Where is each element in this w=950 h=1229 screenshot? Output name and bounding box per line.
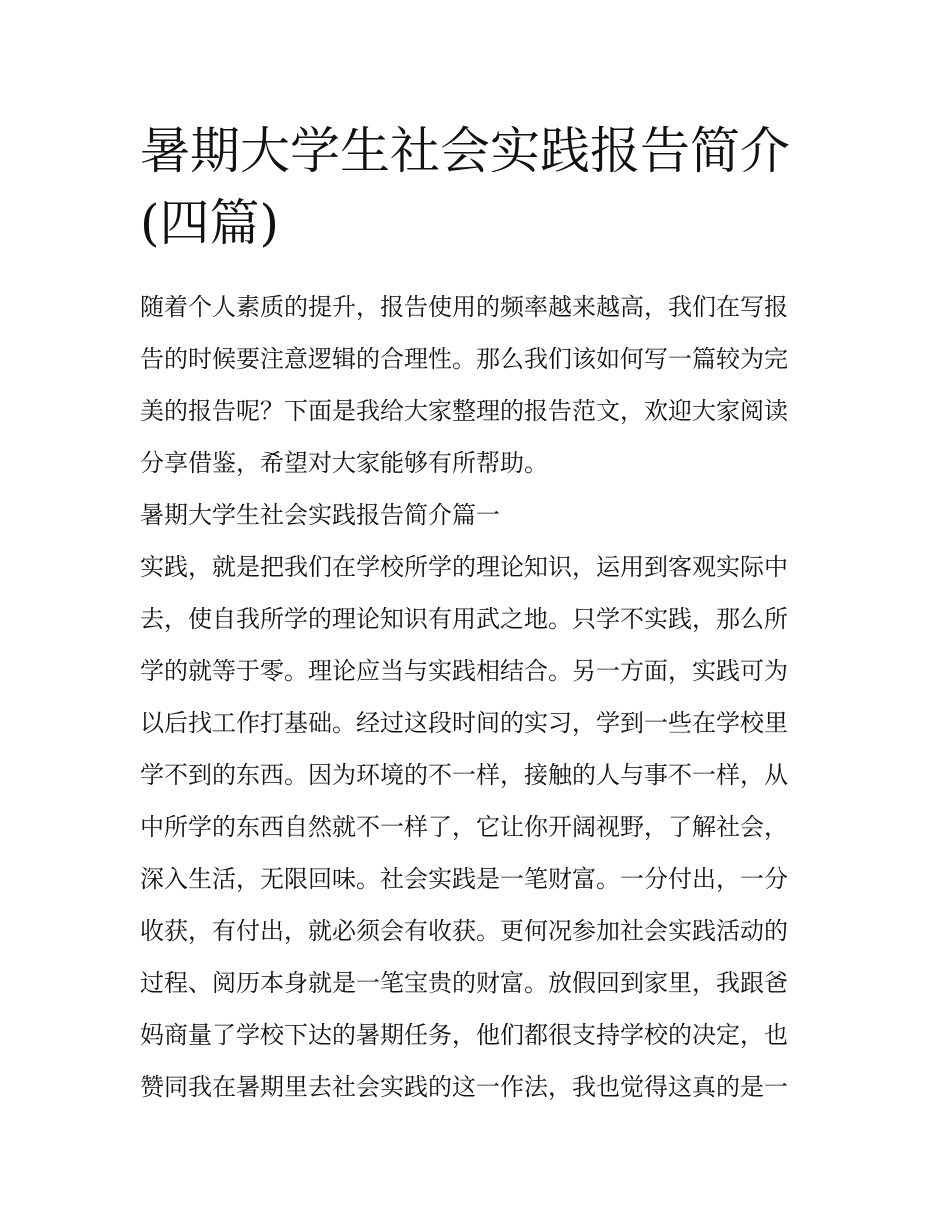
intro-paragraph <box>140 281 812 489</box>
body-line: 去，使自我所学的理论知识有用武之地。只学不实践，那么所 <box>140 605 788 633</box>
document-title <box>140 115 812 259</box>
section-heading: 暑期大学生社会实践报告简介篇一 <box>140 501 500 529</box>
body-line: 学不到的东西。因为环境的不一样，接触的人与事不一样，从 <box>140 761 788 789</box>
intro-line: 分享借鉴，希望对大家能够有所帮助。 <box>140 449 548 477</box>
document-page <box>140 115 812 1113</box>
intro-line: 美的报告呢？下面是我给大家整理的报告范文，欢迎大家阅读 <box>140 397 788 425</box>
body-line: 收获，有付出，就必须会有收获。更何况参加社会实践活动的 <box>140 917 788 945</box>
body-line: 赞同我在暑期里去社会实践的这一作法，我也觉得这真的是一 <box>140 1073 788 1101</box>
title-line: 暑期大学生社会实践报告简介 <box>140 122 790 180</box>
body-line: 以后找工作打基础。经过这段时间的实习，学到一些在学校里 <box>140 709 788 737</box>
body-line: 学的就等于零。理论应当与实践相结合。另一方面，实践可为 <box>140 657 788 685</box>
intro-line: 随着个人素质的提升，报告使用的频率越来越高，我们在写报 <box>140 293 788 321</box>
body-line: 妈商量了学校下达的暑期任务，他们都很支持学校的决定，也 <box>140 1021 788 1049</box>
body-line: 中所学的东西自然就不一样了，它让你开阔视野，了解社会， <box>140 813 788 841</box>
body-paragraph <box>140 541 812 1113</box>
intro-line: 告的时候要注意逻辑的合理性。那么我们该如何写一篇较为完 <box>140 345 788 373</box>
body-line: 实践，就是把我们在学校所学的理论知识，运用到客观实际中 <box>140 553 788 581</box>
body-line: 深入生活，无限回味。社会实践是一笔财富。一分付出，一分 <box>140 865 788 893</box>
body-line: 过程、阅历本身就是一笔宝贵的财富。放假回到家里，我跟爸 <box>140 969 788 997</box>
title-line: (四篇) <box>140 194 280 252</box>
